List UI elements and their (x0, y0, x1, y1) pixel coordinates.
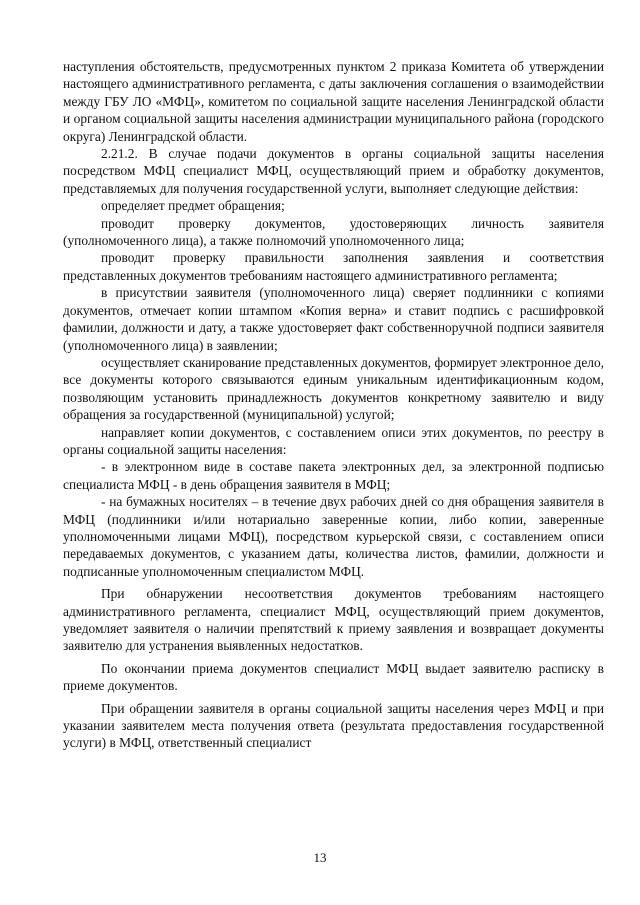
action-item: определяет предмет обращения; (101, 198, 285, 214)
document-body (63, 58, 604, 752)
page-number: 13 (313, 850, 327, 865)
action-item: в присутствии заявителя (уполномоченного лица) сверяет подлинники с копиями документов, отмечает копии штампом «Копия верна» и ставит подпись с расшифровкой фамилии, должности и дату, а также удостоверяет факт собственноручной подписи заявителя (уполномоченного лица) в заявлении; (63, 285, 604, 353)
paragraph-continuation: наступления обстоятельств, предусмотренных пунктом 2 приказа Комитета об утверждении настоящего административного регламента, с даты заключения соглашения о взаимодействии между ГБУ ЛО «МФЦ», комитетом по социальной защите населения Ленинградской области и органом социальной защиты населения администрации муниципального района (городского округа) Ленинградской области. (63, 59, 604, 144)
action-item: проводит проверку документов, удостоверяющих личность заявителя (уполномоченного лица), а также полномочий уполномоченного лица; (63, 215, 604, 249)
paragraph: При обнаружении несоответствия документов требованиям настоящего административного регламента, специалист МФЦ, осуществляющий прием документов, уведомляет заявителя о наличии препятствий к приему заявления и возвращает документы заявителю для устранения выявленных недостатков. (63, 586, 604, 654)
action-item: направляет копии документов, с составлением описи этих документов, по реестру в органы социальной защиты населения: (63, 424, 604, 457)
paragraph-2-21-2: 2.21.2. В случае подачи документов в органы социальной защиты населения посредством МФЦ специалист МФЦ, осуществляющий прием и обработку документов, представляемых для получения государственной услуги, выполняет следующие действия: (63, 146, 604, 196)
action-item: осуществляет сканирование представленных документов, формирует электронное дело, все документы которого связываются единым уникальным идентификационным кодом, позволяющим установить принадлежность документов конкретному заявителю и виду обращения за государственной (муниципальной) услугой; (63, 354, 604, 423)
dash-item: - на бумажных носителях – в течение двух рабочих дней со дня обращения заявителя в МФЦ (подлинники и/или нотариально заверенные копии, либо копии, заверенные уполномоченными лицами МФЦ), посредством курьерской связи, с составлением описи передаваемых документов, с указанием даты, количества листов, фамилии, должности и подписанные уполномоченным специалистом МФЦ. (63, 494, 604, 579)
paragraph: По окончании приема документов специалист МФЦ выдает заявителю расписку в приеме документов. (63, 660, 604, 694)
action-item: проводит проверку правильности заполнения заявления и соответствия представленных документов требованиям настоящего административного регламента; (63, 250, 604, 283)
dash-item: - в электронном виде в составе пакета электронных дел, за электронной подписью специалиста МФЦ - в день обращения заявителя в МФЦ; (63, 459, 604, 492)
paragraph: При обращении заявителя в органы социальной защиты населения через МФЦ и при указании заявителем места получения ответа (результата предоставления государственной услуги) в МФЦ, ответственный специалист (63, 700, 604, 751)
